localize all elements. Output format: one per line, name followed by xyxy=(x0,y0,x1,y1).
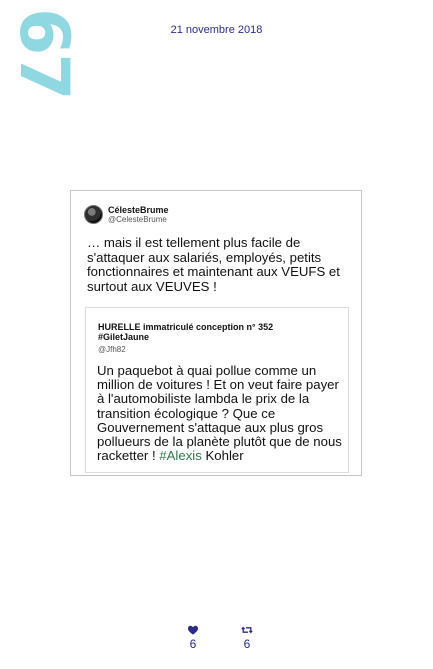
likes-stat xyxy=(181,624,205,651)
hashtag-link[interactable]: #Alexis xyxy=(159,448,202,464)
tweet-stats xyxy=(180,624,265,654)
author-handle: @CelesteBrume xyxy=(108,215,167,224)
quoted-author-handle: @Jfh82 xyxy=(98,345,126,354)
retweet-icon xyxy=(241,624,253,636)
quoted-text-after-hashtag: Kohler xyxy=(201,448,244,464)
tweet-card xyxy=(70,190,362,476)
heart-icon xyxy=(187,624,199,636)
page-number: 67 xyxy=(4,8,83,99)
tweet-text: … mais il est tellement plus facile de s'attaquer aux salariés, employés, petits fonctionnaires et maintenant aux VEUFS et surtout aux VEUVES ! xyxy=(87,235,340,294)
retweets-stat xyxy=(235,624,259,651)
quoted-author-name: HURELLE immatriculé conception n° 352 #GiletJaune xyxy=(98,322,274,342)
likes-count: 6 xyxy=(189,637,197,651)
avatar xyxy=(84,205,103,224)
retweets-count: 6 xyxy=(243,637,251,651)
author-name: CélesteBrume xyxy=(108,205,169,215)
quoted-tweet-text xyxy=(97,364,342,463)
quoted-tweet-card xyxy=(85,307,349,473)
quoted-text-before-hashtag: Un paquebot à quai pollue comme un million de voitures ! Et on veut faire payer à l'automobiliste lambda le prix de la transition écologique ? Que ce Gouvernement s'attaque aux plus gros pollueurs de la planète plutôt que de nous racketter ! xyxy=(97,363,342,464)
tweet-date: 21 novembre 2018 xyxy=(170,24,263,36)
